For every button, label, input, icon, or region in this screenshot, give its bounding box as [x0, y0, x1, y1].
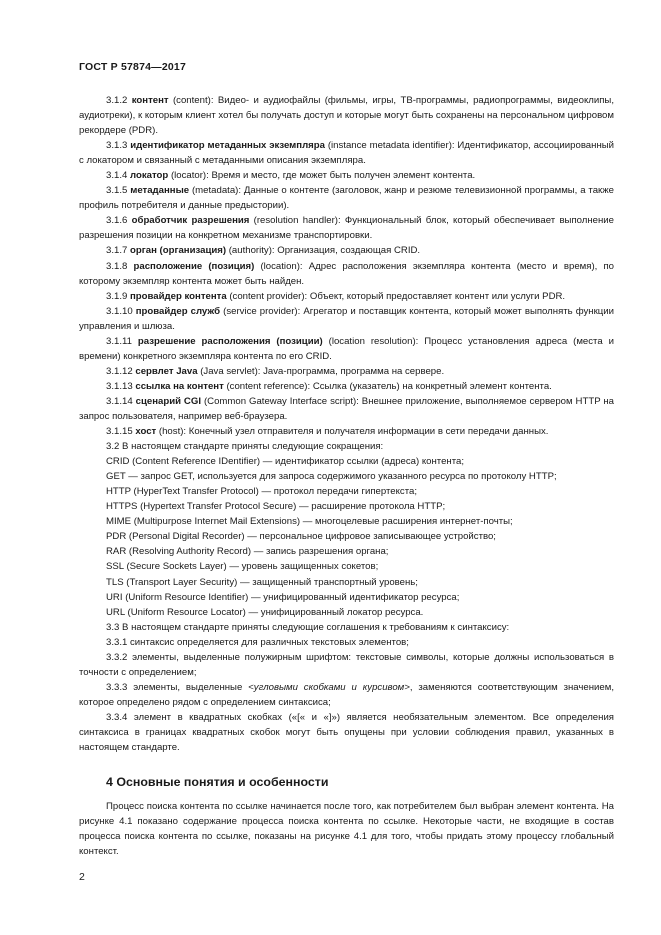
term-definition: 3.1.12 сервлет Java (Java servlet): Java-программа, программа на сервере.: [106, 365, 445, 377]
abbreviation-item: RAR (Resolving Authority Record) — запись разрешения органа;: [106, 546, 389, 558]
body-paragraph: 3.2 В настоящем стандарте приняты следующие сокращения:: [106, 441, 384, 453]
section-paragraph: Процесс поиска контента по ссылке начинается после того, как потребителем был выбран элемент контента. На рисунке 4.1 показано содержание процесса поиска контента по ссылке. Некоторые части, не входящие в состав процесса поиска контента по ссылке, показаны на рисунке 4.1 для того, чтобы придать этому процессу глобальный контекст.: [79, 801, 614, 858]
abbreviation-item: MIME (Multipurpose Internet Mail Extensions) — многоцелевые расширения интернет-почты;: [106, 516, 513, 528]
term-definition: 3.1.11 разрешение расположения (позиции) (location resolution): Процесс установления адреса (места и времени) конкретного экземпляра контента по его CRID.: [79, 335, 614, 362]
term-definition: 3.1.10 провайдер служб (service provider): Агрегатор и поставщик контента, который может выполнять функции управления и шлюза.: [79, 305, 614, 332]
abbreviation-item: TLS (Transport Layer Security) — защищенный транспортный уровень;: [106, 576, 418, 588]
abbreviation-item: URL (Uniform Resource Locator) — унифицированный локатор ресурса.: [106, 606, 424, 618]
term-definition: 3.1.9 провайдер контента (content provider): Объект, который предоставляет контент или услуги PDR.: [106, 290, 566, 302]
term-definition: 3.1.3 идентификатор метаданных экземпляра (instance metadata identifier): Идентификатор, ассоциированный с локатором и связанный с метаданными описания экземпляра.: [79, 140, 614, 167]
term-definition: 3.1.14 сценарий CGI (Common Gateway Interface script): Внешнее приложение, выполняемое сервером HTTP на запрос пользователя, например веб-браузера.: [79, 395, 615, 422]
body-paragraph: 3.3.1 синтаксис определяется для различных текстовых элементов;: [106, 636, 409, 648]
term-definition: 3.1.13 ссылка на контент (content reference): Ссылка (указатель) на конкретный элемент контента.: [106, 380, 552, 392]
term-definition: 3.1.6 обработчик разрешения (resolution handler): Функциональный блок, который обеспечивает выполнение разрешения позиции на конкретном механизме транспортировки.: [79, 215, 614, 242]
body-paragraph: 3.3 В настоящем стандарте приняты следующие соглашения к требованиям к синтаксису:: [106, 621, 510, 633]
abbreviation-item: URI (Uniform Resource Identifier) — унифицированный идентификатор ресурса;: [106, 591, 460, 603]
term-definition: 3.1.4 локатор (locator): Время и место, где может быть получен элемент контента.: [106, 170, 476, 182]
term-definition: 3.1.7 орган (организация) (authority): Организация, создающая CRID.: [106, 245, 421, 257]
section-heading: 4 Основные понятия и особенности: [106, 775, 329, 790]
abbreviation-item: HTTP (HyperText Transfer Protocol) — протокол передачи гипертекста;: [106, 486, 417, 498]
page-number: 2: [79, 871, 85, 883]
body-paragraph: 3.3.2 элементы, выделенные полужирным шрифтом: текстовые символы, которые должны использоваться в точности с определением;: [79, 651, 614, 678]
abbreviation-item: SSL (Secure Sockets Layer) — уровень защищенных сокетов;: [106, 561, 379, 573]
document-header: ГОСТ Р 57874—2017: [79, 61, 187, 73]
abbreviation-item: HTTPS (Hypertext Transfer Protocol Secure) — расширение протокола HTTP;: [106, 501, 446, 513]
term-definition: 3.1.15 хост (host): Конечный узел отправителя и получателя информации в сети передачи данных.: [106, 426, 549, 438]
term-definition: 3.1.5 метаданные (metadata): Данные о контенте (заголовок, жанр и резюме телевизионной программы, а также профиль потребителя и данные предыстории).: [79, 185, 614, 212]
term-definition: 3.1.8 расположение (позиция) (location): Адрес расположения экземпляра контента (место и время), по которому экземпляр контента может быть найден.: [79, 260, 614, 287]
body-paragraph: 3.3.3 элементы, выделенные <угловыми скобками и курсивом>, заменяются соответствующим значением, которое определено рядом с определением синтаксиса;: [79, 681, 614, 708]
document-body: [79, 93, 614, 859]
abbreviation-item: CRID (Content Reference IDentifier) — идентификатор ссылки (адреса) контента;: [106, 456, 465, 468]
abbreviation-item: PDR (Personal Digital Recorder) — персональное цифровое записывающее устройство;: [106, 531, 496, 543]
term-definition: 3.1.2 контент (content): Видео- и аудиофайлы (фильмы, игры, ТВ-программы, радиопрограммы, видеоклипы, аудиотреки), к которым клиент хотел бы получать доступ и которые могут быть сохранены на персональном цифровом рекордере (PDR).: [79, 95, 614, 137]
body-paragraph: 3.3.4 элемент в квадратных скобках («[« и «]») является необязательным элементом. Все определения синтаксиса в границах квадратных скобок могут быть опущены при условии соблюдения правил, указанных в настоящем стандарте.: [79, 711, 614, 754]
abbreviation-item: GET — запрос GET, используется для запроса содержимого указанного ресурса по протоколу HTTP;: [106, 471, 557, 483]
